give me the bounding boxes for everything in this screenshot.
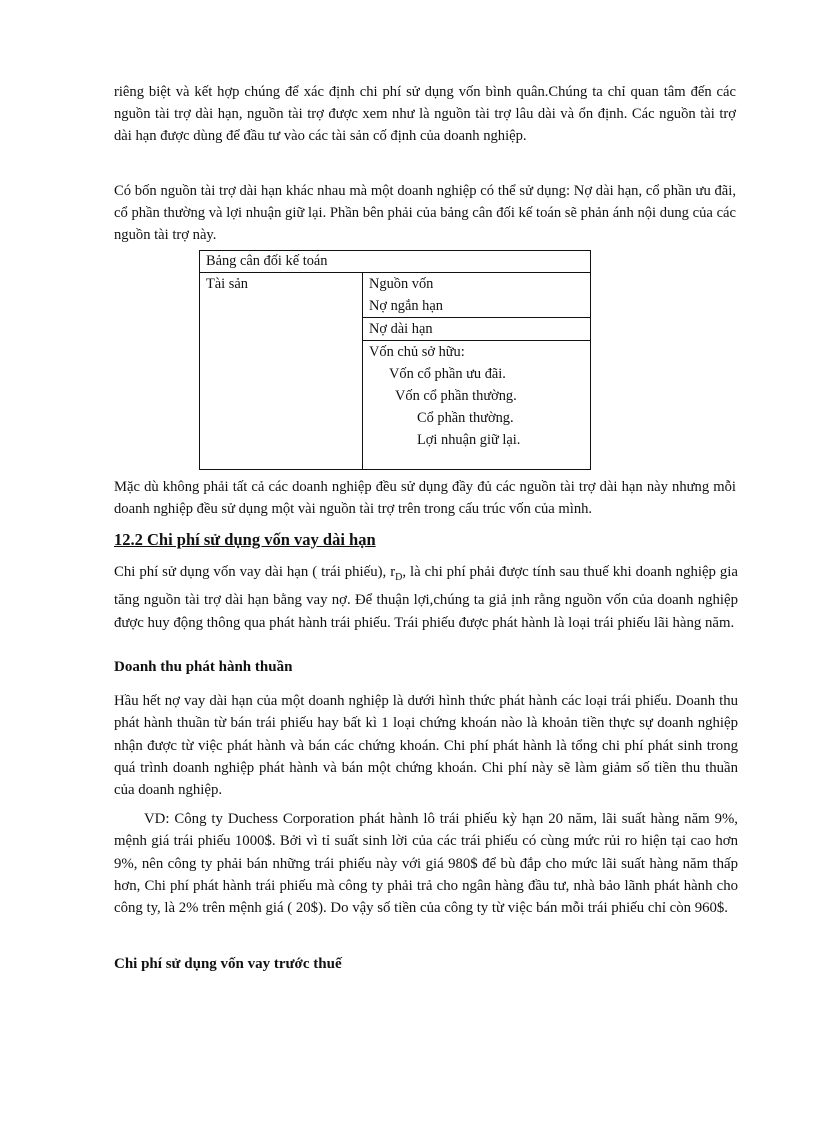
assets-label: Tài sản — [206, 276, 248, 292]
intro-paragraph-2: Có bốn nguồn tài trợ dài hạn khác nhau mà một doanh nghiệp có thể sử dụng: Nợ dài hạn, cổ phần ưu đãi, cổ phần thường và lợi nhuận giữ lại. Phần bên phải của bảng cân đối kế toán sẽ phản ánh nội dung của các nguồn tài trợ này. — [114, 183, 736, 243]
after-table-paragraph: Mặc dù không phải tất cả các doanh nghiệp đều sử dụng đầy đủ các nguồn tài trợ dài hạn này nhưng mỗi doanh nghiệp đều sử dụng một vài nguồn tài trợ trên trong cấu trúc vốn của mình. — [114, 479, 736, 517]
common-stock-label: Cổ phần thường. — [417, 410, 514, 426]
equity-cell — [363, 341, 591, 470]
subscript-d: D — [395, 571, 403, 583]
section-heading: 12.2 Chi phí sử dụng vốn vay dài hạn — [114, 530, 376, 549]
subheading-pretax-cost: Chi phí sử dụng vốn vay trước thuế — [114, 956, 342, 972]
example-paragraph: VD: Công ty Duchess Corporation phát hành lô trái phiếu kỳ hạn 20 năm, lãi suất hàng năm 9%, mệnh giá trái phiếu 1000$. Bởi vì tỉ suất sinh lời của các trái phiếu có cùng mức rủi ro hiện tại cao hơn 9%, nên công ty phải bán những trái phiếu này với giá 980$ để bù đắp cho mức lãi suất hàng năm thấp hơn, Chi phí phát hành trái phiếu mà công ty phải trả cho ngân hàng đầu tư, nhà bảo lãnh phát hành cho công ty, là 2% trên mệnh giá ( 20$). Do vậy số tiền của công ty từ việc bán mỗi trái phiếu chỉ còn 960$. — [114, 811, 738, 917]
intro-paragraph-1: riêng biệt và kết hợp chúng để xác định chi phí sử dụng vốn bình quân.Chúng ta chỉ quan tâm đến các nguồn tài trợ dài hạn, nguồn tài trợ được xem như là nguồn tài trợ lâu dài và ổn định. Các nguồn tài trợ dài hạn được dùng để đầu tư vào các tài sản cố định của doanh nghiệp. — [114, 84, 736, 144]
sources-label: Nguồn vốn — [369, 276, 434, 292]
balance-sheet-table — [199, 250, 591, 470]
long-debt-cell: Nợ dài hạn — [363, 318, 591, 341]
assets-cell — [200, 273, 363, 470]
section-paragraph-1: Chi phí sử dụng vốn vay dài hạn ( trái phiếu), $r_D$, là chi phí phải được tính sau thuế khi doanh nghiệp gia tăng nguồn tài trợ dài hạn bằng vay nợ. Để thuận lợi,chúng ta giả ịnh rằng nguồn vốn của doanh nghiệp được huy động thông qua phát hành trái phiếu. Trái phiếu được phát hành là loại trái phiếu lãi hàng năm. — [114, 564, 738, 631]
equity-label: Vốn chủ sở hữu: — [369, 344, 465, 360]
retained-earnings-label: Lợi nhuận giữ lại. — [417, 432, 521, 448]
preferred-label: Vốn cổ phần ưu đãi. — [389, 366, 506, 382]
section-paragraph-2: Hầu hết nợ vay dài hạn của một doanh nghiệp là dưới hình thức phát hành các loại trái phiếu. Doanh thu phát hành thuần từ bán trái phiếu hay bất kì 1 loại chứng khoán nào là khoản tiền thực sự doanh nghiệp nhận được từ việc phát hành và bán các chứng khoán. Chi phí phát hành là tổng chi phí phát sinh trong quá trình doanh nghiệp phát hành và bán một chứng khoán. Chi phí này sẽ làm giảm số tiền thu thuần của doanh nghiệp. — [114, 693, 738, 799]
common-capital-label: Vốn cổ phần thường. — [395, 388, 517, 404]
subheading-net-proceeds: Doanh thu phát hành thuần — [114, 659, 293, 675]
short-debt-label: Nợ ngắn hạn — [369, 298, 443, 314]
balance-sheet-title: Bảng cân đối kế toán — [200, 251, 591, 273]
sources-cell — [363, 273, 591, 318]
